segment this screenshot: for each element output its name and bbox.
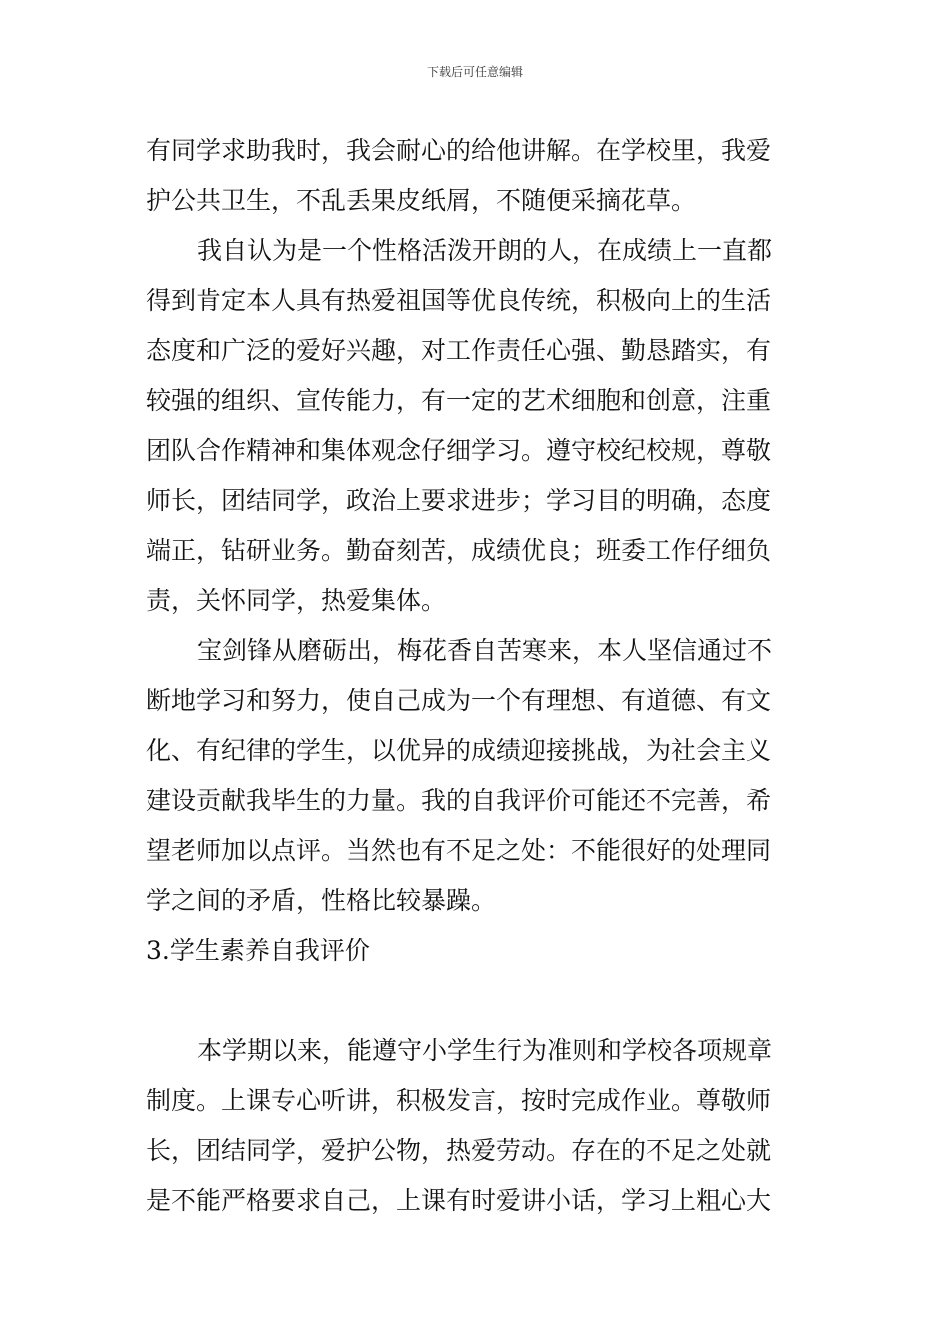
paragraph-1	[146, 126, 808, 226]
text-line: 建设贡献我毕生的力量。我的自我评价可能还不完善，希	[146, 786, 772, 815]
text-line: 护公共卫生，不乱丢果皮纸屑，不随便采摘花草。	[146, 186, 697, 215]
text-line: 是不能严格要求自己，上课有时爱讲小话，学习上粗心大	[146, 1186, 772, 1215]
text-line: 宝剑锋从磨砺出，梅花香自苦寒来，本人坚信通过不	[197, 636, 773, 665]
text-line: 本学期以来，能遵守小学生行为准则和学校各项规章	[197, 1036, 773, 1065]
text-line: 得到肯定本人具有热爱祖国等优良传统，积极向上的生活	[146, 286, 772, 315]
text-line: 制度。上课专心听讲，积极发言，按时完成作业。尊敬师	[146, 1086, 772, 1115]
page-header-note: 下载后可任意编辑	[426, 65, 523, 79]
paragraph-2	[146, 226, 808, 626]
text-line: 有同学求助我时，我会耐心的给他讲解。在学校里，我爱	[146, 136, 772, 165]
section-heading: 3.学生素养自我评价	[146, 936, 370, 965]
text-line: 学之间的矛盾，性格比较暴躁。	[146, 886, 497, 915]
paragraph-3	[146, 626, 808, 926]
text-line: 断地学习和努力，使自己成为一个有理想、有道德、有文	[146, 686, 772, 715]
text-line: 端正，钻研业务。勤奋刻苦，成绩优良；班委工作仔细负	[146, 536, 772, 565]
text-line: 师长，团结同学，政治上要求进步；学习目的明确，态度	[146, 486, 772, 515]
blank-line	[146, 976, 808, 1026]
text-line: 长，团结同学，爱护公物，热爱劳动。存在的不足之处就	[146, 1136, 772, 1165]
text-line: 态度和广泛的爱好兴趣，对工作责任心强、勤恳踏实，有	[146, 336, 772, 365]
text-line: 团队合作精神和集体观念仔细学习。遵守校纪校规，尊敬	[146, 436, 772, 465]
document-body	[146, 126, 808, 1226]
text-line: 化、有纪律的学生，以优异的成绩迎接挑战，为社会主义	[146, 736, 772, 765]
text-line: 望老师加以点评。当然也有不足之处：不能很好的处理同	[146, 836, 772, 865]
paragraph-4	[146, 1026, 808, 1226]
text-line: 我自认为是一个性格活泼开朗的人，在成绩上一直都	[197, 236, 773, 265]
text-line: 较强的组织、宣传能力，有一定的艺术细胞和创意，注重	[146, 386, 772, 415]
text-line: 责，关怀同学，热爱集体。	[146, 586, 447, 615]
